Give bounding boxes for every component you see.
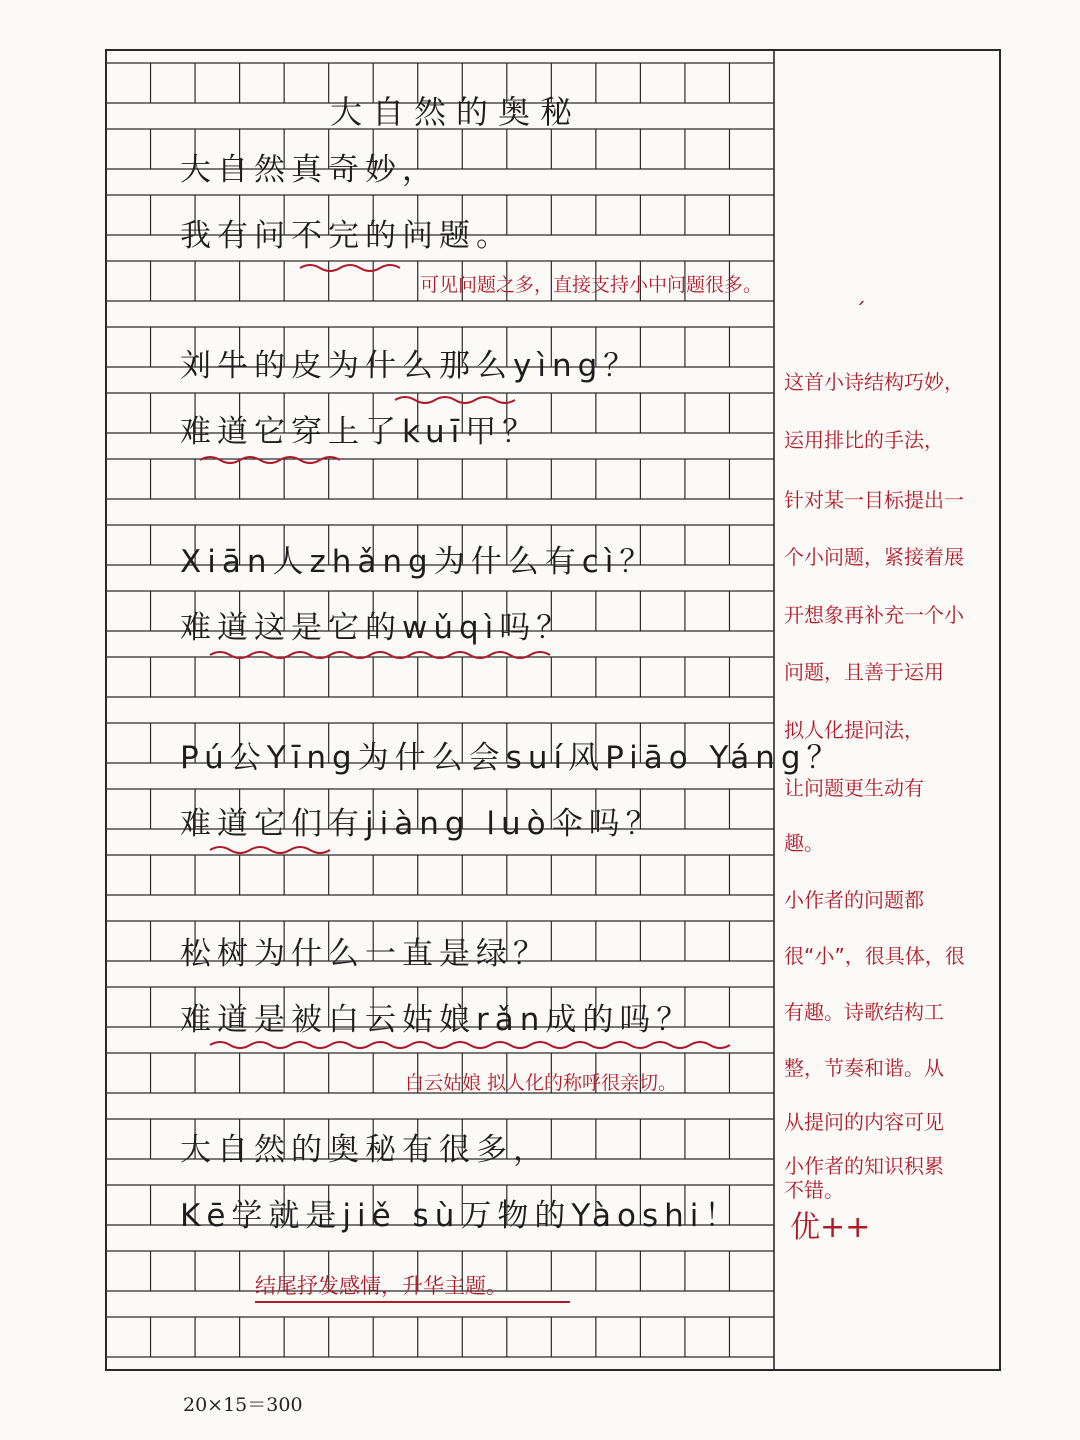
tick-mark: ˊ [855, 300, 866, 325]
essay-line-7: Pú公Yīng为什么会suí风Piāo Yáng？ [180, 740, 844, 776]
comment-line-11: 很“小”，很具体，很 [784, 944, 965, 968]
essay-line-4: 难道它穿上了kuī甲？ [180, 414, 540, 450]
comment-line-8: 让问题更生动有 [784, 776, 924, 800]
essay-line-10: 难道是被白云姑娘rǎn成的吗？ [180, 1002, 694, 1038]
essay-line-11: 大自然的奥秘有很多， [180, 1132, 550, 1168]
comment-line-10: 小作者的问题都 [784, 888, 924, 912]
annotation-ending: 结尾抒发感情，升华主题。 [255, 1274, 507, 1298]
comment-line-12: 有趣。诗歌结构工 [784, 1000, 944, 1024]
essay-line-12: Kē学就是jiě sù万物的Yàoshi！ [180, 1198, 742, 1234]
essay-title: 大自然的奥秘 [330, 93, 583, 131]
essay-line-1: 大自然真奇妙， [180, 152, 439, 188]
grade-mark: 优++ [790, 1210, 871, 1245]
comment-line-9: 趣。 [784, 831, 824, 855]
comment-line-3: 针对某一目标提出一 [784, 488, 964, 512]
essay-line-8: 难道它们有jiàng luò伞吗？ [180, 806, 663, 842]
annotation-baiyun: 白云姑娘 拟人化的称呼很亲切。 [405, 1072, 678, 1094]
comment-line-14: 从提问的内容可见 [784, 1110, 944, 1134]
comment-line-4: 个小问题，紧接着展 [784, 545, 964, 569]
comment-line-7: 拟人化提问法， [784, 718, 924, 742]
comment-line-16: 不错。 [784, 1178, 844, 1202]
essay-line-9: 松树为什么一直是绿？ [180, 936, 550, 972]
comment-line-1: 这首小诗结构巧妙， [784, 370, 964, 394]
comment-line-5: 开想象再补充一个小 [784, 603, 964, 627]
essay-line-6: 难道这是它的wǔqì吗？ [180, 610, 574, 646]
annotation-questions: 可见问题之多，直接支持小中问题很多。 [420, 274, 763, 296]
essay-line-5: Xiān人zhǎng为什么有cì？ [180, 544, 657, 580]
comment-line-2: 运用排比的手法， [784, 428, 944, 452]
essay-line-2: 我有问不完的问题。 [180, 218, 513, 254]
comment-line-15: 小作者的知识积累 [784, 1154, 944, 1178]
essay-line-3: 刘牛的皮为什么那么yìng？ [180, 348, 641, 384]
comment-line-6: 问题，且善于运用 [784, 660, 944, 684]
comment-line-13: 整，节奏和谐。从 [784, 1056, 944, 1080]
grid-count-label: 20×15＝300 [183, 1394, 303, 1416]
